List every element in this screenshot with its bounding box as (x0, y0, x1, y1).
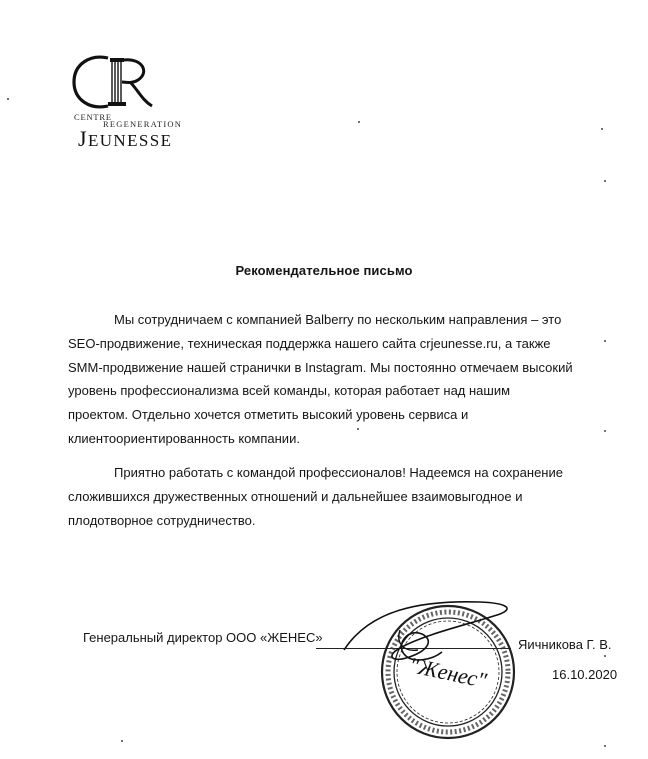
paragraph-line: SEO-продвижение, техническая поддержка нашего сайта crjeunesse.ru, а также (68, 335, 551, 351)
scan-speck (358, 121, 360, 123)
paragraph-line: клиентоориентированность компании. (68, 430, 300, 446)
scan-speck (604, 180, 606, 182)
scan-speck (604, 430, 606, 432)
letter-title: Рекомендательное письмо (235, 263, 413, 278)
scan-speck (7, 98, 9, 100)
logo-brand-text: JEUNESSE (78, 126, 173, 151)
paragraph-line: проектом. Отдельно хочется отметить высокий уровень сервиса и (68, 407, 469, 423)
logo-centre-text: CENTRE (74, 112, 112, 122)
scan-speck (357, 428, 359, 430)
scan-speck (604, 745, 606, 747)
logo-regeneration-text: REGENERATION (103, 119, 183, 129)
scan-speck (604, 340, 606, 342)
paragraph-line: Мы сотрудничаем с компанией Balberry по нескольким направления – это (114, 312, 562, 327)
company-logo (68, 50, 218, 150)
paragraph-line: сложившихся дружественных отношений и дальнейшее взаимовыгодное и (68, 488, 523, 504)
stamp-seal-icon (330, 590, 525, 745)
signer-position: Генеральный директор ООО «ЖЕНЕС» (83, 630, 323, 645)
paragraph-1 (68, 308, 588, 451)
paragraph-line: плодотворное сотрудничество. (68, 512, 256, 528)
paragraph-line: SMM-продвижение нашей странички в Instagram. Мы постоянно отмечаем высокий (68, 359, 573, 375)
paragraph-line: Приятно работать с командой профессионалов! Надеемся на сохранение (114, 465, 563, 480)
company-stamp (330, 590, 525, 745)
cr-monogram-icon (68, 50, 158, 120)
signature-date: 16.10.2020 (552, 667, 618, 682)
scan-speck (121, 740, 123, 742)
paragraph-line: уровень профессионализма всей команды, которая работает над нашим (68, 383, 511, 399)
paragraph-2 (68, 461, 588, 532)
stamp-name-text: "Женес" (406, 652, 489, 693)
scan-speck (601, 128, 603, 130)
scan-speck (604, 655, 606, 657)
signer-name: Яичникова Г. В. (518, 637, 612, 652)
